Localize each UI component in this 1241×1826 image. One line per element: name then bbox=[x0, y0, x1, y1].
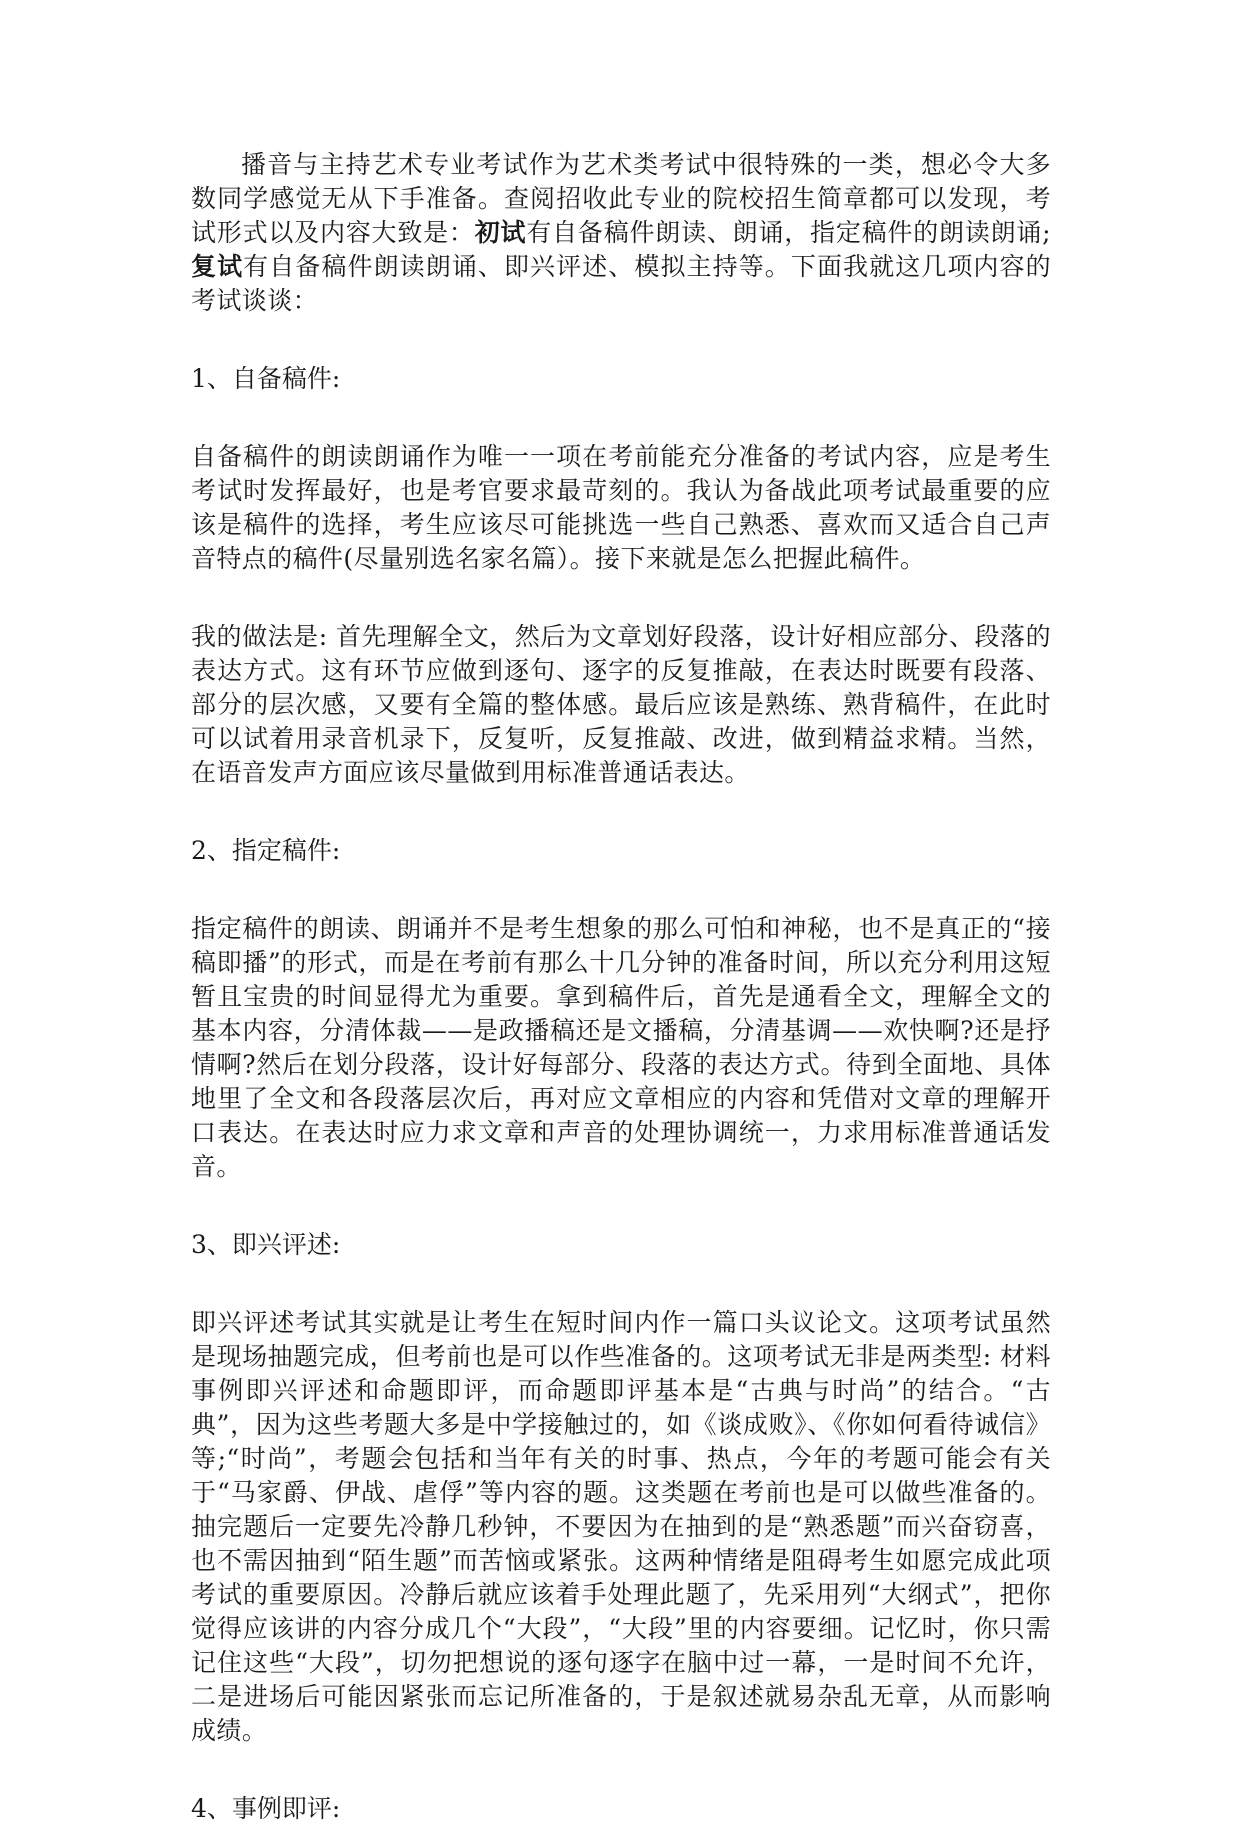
section-3-heading: 3、即兴评述: bbox=[191, 1230, 341, 1259]
section-4-heading: 4、事例即评: bbox=[191, 1794, 341, 1823]
section-1-paragraph-2: 我的做法是: 首先理解全文，然后为文章划好段落，设计好相应部分、段落的表达方式。这有环节应做到逐句、逐字的反复推敲，在表达时既要有段落、部分的层次感，又要有全篇的整体感。最后应该是熟练、熟背稿件，在此时可以试着用录音机录下，反复听，反复推敲、改进，做到精益求精。当然，在语音发声方面应该尽量做到用标准普通话表达。 bbox=[191, 622, 1051, 787]
second-round-keyword: 复试 bbox=[191, 252, 244, 281]
intro-text-2: 有自备稿件朗读、朗诵，指定稿件的朗读朗诵; bbox=[526, 218, 1051, 247]
section-2-paragraph-1: 指定稿件的朗读、朗诵并不是考生想象的那么可怕和神秘，也不是真正的“接稿即播”的形式，而是在考前有那么十几分钟的准备时间，所以充分利用这短暂且宝贵的时间显得尤为重要。拿到稿件后，首先是通看全文，理解全文的基本内容，分清体裁——是政播稿还是文播稿，分清基调——欢快啊?还是抒情啊?然后在划分段落，设计好每部分、段落的表达方式。待到全面地、具体地里了全文和各段落层次后，再对应文章相应的内容和凭借对文章的理解开口表达。在表达时应力求文章和声音的处理协调统一，力求用标准普通话发音。 bbox=[191, 914, 1051, 1181]
section-1-paragraph-1: 自备稿件的朗读朗诵作为唯一一项在考前能充分准备的考试内容，应是考生考试时发挥最好，也是考官要求最苛刻的。我认为备战此项考试最重要的应该是稿件的选择，考生应该尽可能挑选一些自己熟悉、喜欢而又适合自己声音特点的稿件(尽量别选名家名篇）。接下来就是怎么把握此稿件。 bbox=[191, 442, 1051, 573]
intro-text-1: 播音与主持艺术专业考试作为艺术类考试中很特殊的一类，想必令大多数同学感觉无从下手准备。查阅招收此专业的院校招生简章都可以发现，考试形式以及内容大致是： bbox=[191, 150, 1051, 247]
section-2-heading: 2、指定稿件: bbox=[191, 836, 341, 865]
document-page bbox=[191, 148, 1051, 1826]
intro-text-3: 有自备稿件朗读朗诵、即兴评述、模拟主持等。下面我就这几项内容的考试谈谈： bbox=[191, 252, 1051, 315]
section-3-paragraph-1: 即兴评述考试其实就是让考生在短时间内作一篇口头议论文。这项考试虽然是现场抽题完成，但考前也是可以作些准备的。这项考试无非是两类型: 材料事例即兴评述和命题即评，而命题即评基本是“古典与时尚”的结合。“古典”，因为这些考题大多是中学接触过的，如《谈成败》、《你如何看待诚信》等;“时尚”，考题会包括和当年有关的时事、热点，今年的考题可能会有关于“马家爵、伊战、虐俘”等内容的题。这类题在考前也是可以做些准备的。抽完题后一定要先冷静几秒钟，不要因为在抽到的是“熟悉题”而兴奋窃喜，也不需因抽到“陌生题”而苦恼或紧张。这两种情绪是阻碍考生如愿完成此项考试的重要原因。冷静后就应该着手处理此题了，先采用列“大纲式”，把你觉得应该讲的内容分成几个“大段”，“大段”里的内容要细。记忆时，你只需记住这些“大段”，切勿把想说的逐句逐字在脑中过一幕，一是时间不允许，二是进场后可能因紧张而忘记所准备的，于是叙述就易杂乱无章，从而影响成绩。 bbox=[191, 1308, 1051, 1745]
intro-paragraph bbox=[191, 148, 1051, 318]
first-round-keyword: 初试 bbox=[474, 218, 527, 247]
section-1-heading: 1、自备稿件: bbox=[191, 364, 341, 393]
